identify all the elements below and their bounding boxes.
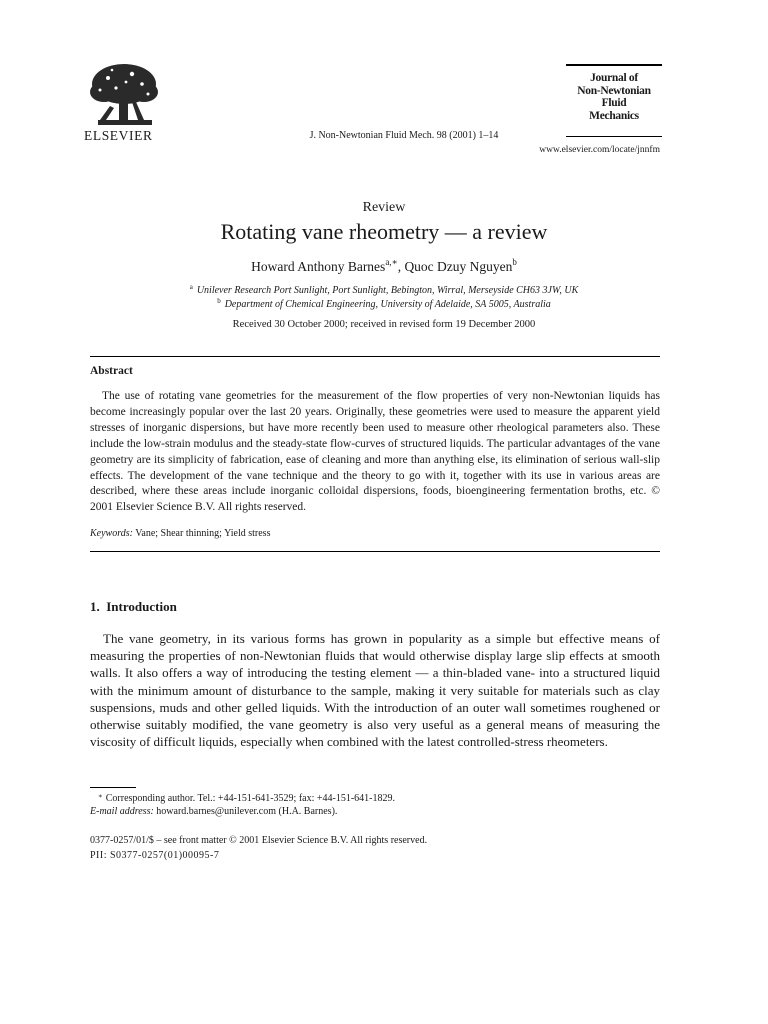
author-affiliation-marks: a,∗ — [385, 257, 398, 267]
journal-logo-line: Journal of — [590, 72, 638, 84]
elsevier-tree-logo — [88, 62, 160, 128]
author-name: Howard Anthony Barnes — [251, 259, 386, 274]
abstract-top-rule — [90, 356, 660, 357]
affiliation — [0, 283, 768, 296]
article-type-label: Review — [362, 200, 406, 215]
journal-logo-line: Fluid — [601, 97, 627, 109]
author-list — [0, 257, 768, 275]
journal-logo-line: Non-Newtonian — [577, 84, 651, 97]
keywords-list: Vane; Shear thinning; Yield stress — [132, 528, 271, 539]
footnote-mark: ∗ — [98, 792, 103, 800]
affiliation — [0, 297, 768, 310]
footnote-rule — [90, 787, 136, 788]
email-note — [90, 806, 337, 817]
corresponding-author-text: Corresponding author. Tel.: +44-151-641-3529; fax: +44-151-641-1829. — [105, 793, 396, 804]
pii-line: PII: S0377-0257(01)00095-7 — [90, 850, 220, 861]
affiliation-mark: a — [189, 283, 193, 291]
introduction-paragraph: The vane geometry, in its various forms has grown in popularity as a simple but effective means of measuring the properties of non-Newtonian fluids that would otherwise display large slip effects at smooth walls. It also offers a way of introducing the testing element — a thin-bladed vane- into a structured liquid with the minimum amount of disturbance to the sample, making it very suitable for materials such as clay suspensions, muds and other gelled liquids. With the introduction of an outer wall sometimes roughened or otherwise suitably modified, the vane geometry is also very useful as a general means of measuring the viscosity of difficult liquids, especially when combined with the latest controlled-stress rheometers. — [90, 631, 660, 750]
author-name: Quoc Dzuy Nguyen — [404, 259, 513, 274]
email-label: E-mail address: — [90, 806, 154, 817]
affiliation-text: Unilever Research Port Sunlight, Port Sunlight, Bebington, Wirral, Merseyside CH63 3JW, UK — [196, 285, 579, 296]
affiliation-mark: b — [217, 297, 221, 305]
section-heading: 1. Introduction — [90, 599, 177, 614]
publisher-name: ELSEVIER — [84, 128, 153, 143]
paper-title: Rotating vane rheometry — a review — [220, 219, 548, 244]
keywords-label: Keywords: — [90, 528, 133, 539]
abstract-heading: Abstract — [90, 365, 133, 377]
author-separator: , — [397, 259, 405, 274]
journal-url-link[interactable]: www.elsevier.com/locate/jnnfm — [539, 145, 660, 155]
journal-logo-line: Mechanics — [589, 109, 639, 122]
received-dates: Received 30 October 2000; received in revised form 19 December 2000 — [232, 319, 536, 330]
journal-citation: J. Non-Newtonian Fluid Mech. 98 (2001) 1–14 — [309, 130, 499, 141]
abstract-body: The use of rotating vane geometries for the measurement of the flow properties of very non-Newtonian liquids has become increasingly popular over the last 20 years. Originally, these geometries were used to measure the apparent yield stresses of inorganic dispersions, but have more recently been used to measure other rheological parameters also. These include the low-strain modulus and the steady-state flow-curves of structured liquids. The particular advantages of the vane geometry are its simplicity of fabrication, ease of cleaning and more than anything else, its elimination of serious wall-slip effects. The development of the vane technique and the theory to go with it, together with its use in various areas are described, where these areas include inorganic colloidal dispersions, foods, bioengineering fermentation broths, etc. © 2001 Elsevier Science B.V. All rights reserved. — [90, 390, 660, 514]
corresponding-author-note — [90, 792, 395, 804]
keywords — [90, 528, 270, 539]
affiliation-text: Department of Chemical Engineering, University of Adelaide, SA 5005, Australia — [224, 299, 551, 310]
abstract-bottom-rule — [90, 551, 660, 552]
author-affiliation-marks: b — [512, 257, 517, 267]
journal-logo — [566, 64, 662, 137]
issn-line: 0377-0257/01/$ – see front matter © 2001 Elsevier Science B.V. All rights reserved. — [90, 835, 428, 846]
email-address-link[interactable]: howard.barnes@unilever.com (H.A. Barnes). — [153, 806, 338, 817]
